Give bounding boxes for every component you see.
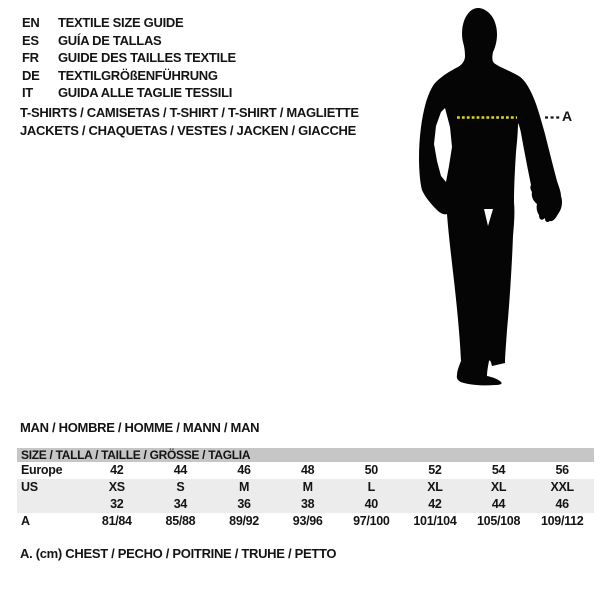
table-cell: 36: [237, 497, 251, 511]
table-cell: 34: [173, 497, 188, 511]
table-cell: M: [302, 480, 313, 494]
table-cell: L: [367, 480, 375, 494]
row-label: A: [21, 514, 30, 528]
language-row: [22, 14, 236, 32]
table-cell: 52: [428, 463, 442, 477]
table-row-us-numeric: [17, 496, 594, 513]
table-row-europe: [17, 462, 594, 479]
table-cell: 46: [555, 497, 569, 511]
category-tshirts: T-SHIRTS / CAMISETAS / T-SHIRT / T-SHIRT / MAGLIETTE: [20, 105, 359, 120]
language-code: IT: [22, 85, 33, 101]
table-cell: M: [239, 480, 250, 494]
table-cell: 46: [237, 463, 251, 477]
table-cell: 40: [364, 497, 378, 511]
language-title: GUIDA ALLE TAGLIE TESSILI: [58, 85, 233, 101]
table-cell: XXL: [550, 480, 574, 494]
measurement-footnote: A. (cm) CHEST / PECHO / POITRINE / TRUHE / PETTO: [20, 546, 337, 561]
table-cell: 44: [491, 497, 506, 511]
man-silhouette-figure: [380, 0, 600, 410]
table-cell: 44: [173, 463, 188, 477]
table-cell: 50: [364, 463, 378, 477]
language-list: [22, 14, 236, 102]
table-cell: 56: [555, 463, 569, 477]
table-cell: 42: [110, 463, 124, 477]
table-cell: XL: [427, 480, 443, 494]
table-cell: XL: [490, 480, 507, 494]
measurement-a-label: A: [562, 108, 572, 124]
table-cell: 93/96: [292, 514, 323, 528]
size-table-header: SIZE / TALLA / TAILLE / GRÖSSE / TAGLIA: [17, 448, 594, 462]
table-cell: 85/88: [165, 514, 196, 528]
size-table: [17, 448, 594, 530]
language-title: TEXTILGRÖßENFÜHRUNG: [58, 67, 218, 83]
section-title-man: MAN / HOMBRE / HOMME / MANN / MAN: [20, 420, 260, 435]
language-title: GUÍA DE TALLAS: [58, 32, 162, 48]
language-code: DE: [22, 67, 40, 83]
language-row: [22, 49, 236, 67]
table-cell: XS: [108, 480, 125, 494]
language-code: ES: [22, 32, 39, 48]
language-code: EN: [22, 15, 40, 30]
table-cell: 101/104: [413, 514, 457, 528]
table-cell: 48: [301, 463, 315, 477]
row-label: Europe: [21, 463, 63, 477]
table-cell: 89/92: [229, 514, 259, 528]
language-row: [22, 84, 236, 102]
table-cell: S: [176, 480, 185, 494]
man-silhouette-image: [380, 0, 600, 410]
language-row: [22, 67, 236, 85]
category-list: [20, 104, 359, 139]
language-title: TEXTILE SIZE GUIDE: [58, 15, 184, 30]
row-label: US: [21, 480, 38, 494]
language-code: FR: [22, 50, 39, 66]
table-cell: 109/112: [540, 514, 584, 528]
table-cell: 38: [301, 497, 315, 511]
table-row-us: [17, 479, 594, 496]
table-cell: 42: [428, 497, 442, 511]
language-row: [22, 32, 236, 50]
table-cell: 81/84: [101, 514, 132, 528]
table-row-a-chest: [17, 513, 594, 530]
table-cell: 97/100: [353, 514, 390, 528]
table-cell: 105/108: [477, 514, 521, 528]
table-cell: 32: [110, 497, 124, 511]
category-jackets: JACKETS / CHAQUETAS / VESTES / JACKEN / GIACCHE: [20, 122, 356, 138]
table-cell: 54: [491, 463, 506, 477]
row-label: [17, 496, 85, 513]
man-silhouette-shape: [419, 8, 562, 385]
language-title: GUIDE DES TAILLES TEXTILE: [58, 50, 236, 66]
